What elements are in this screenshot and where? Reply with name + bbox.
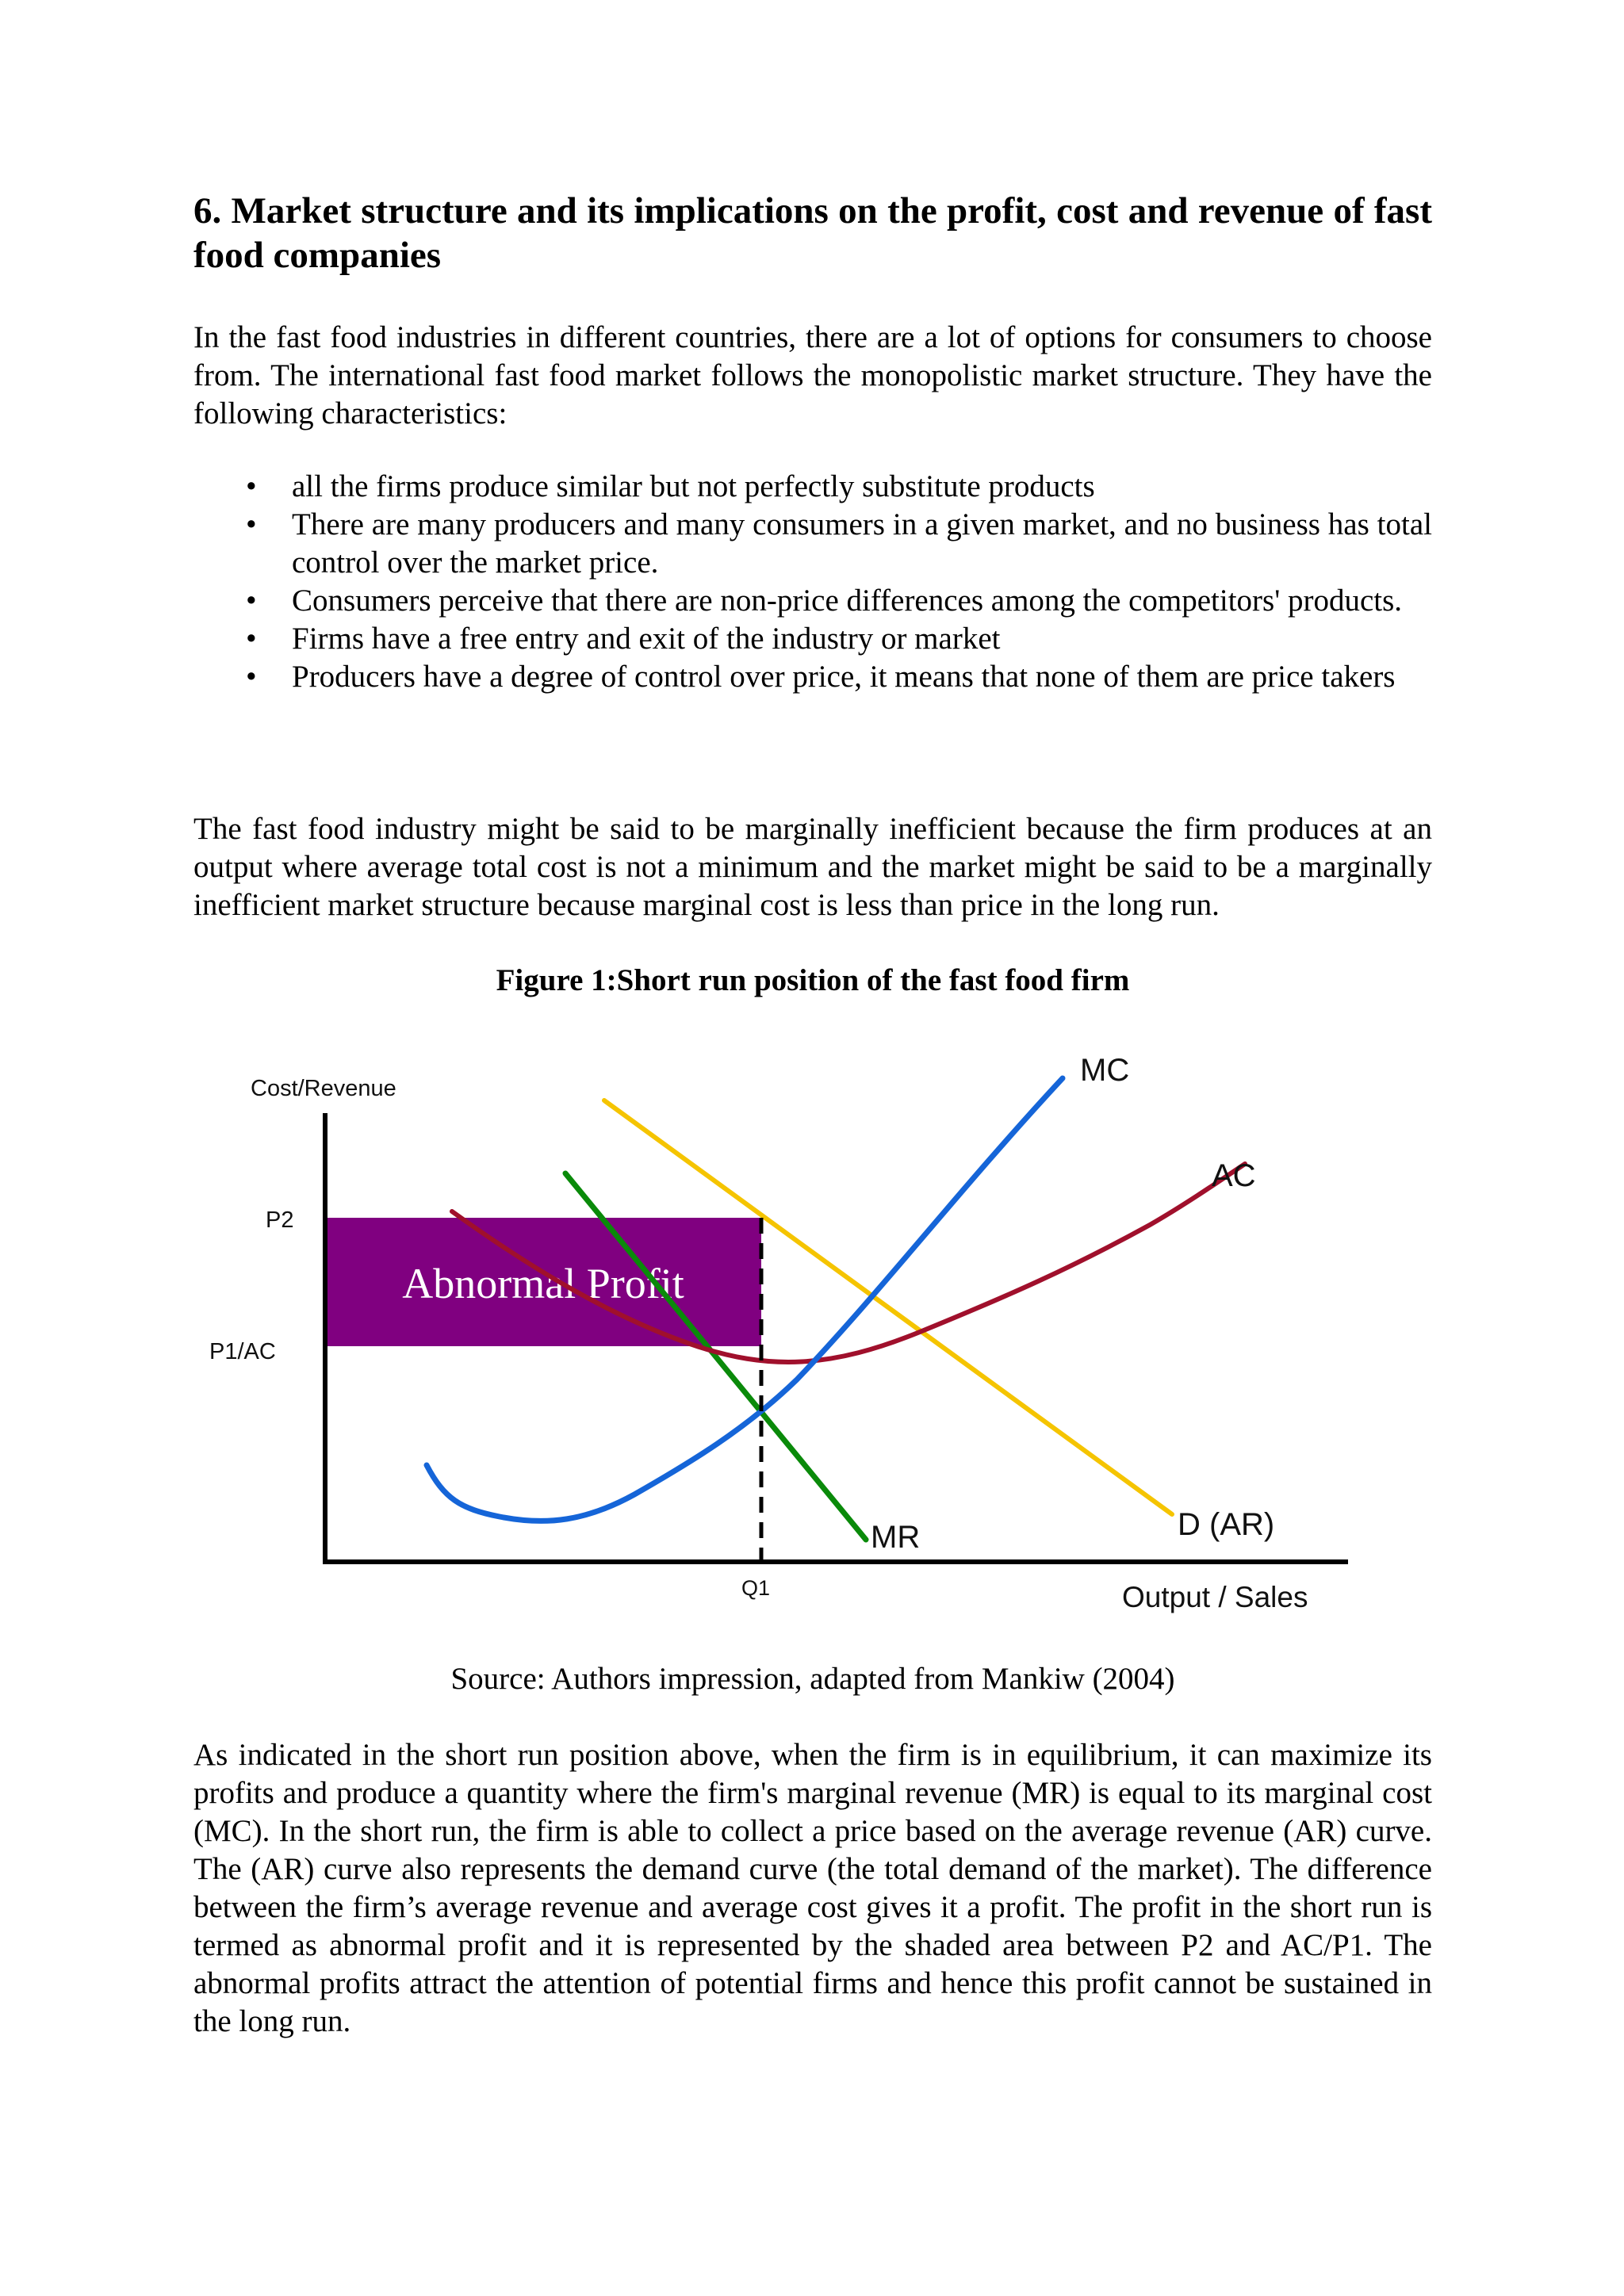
ac-label: AC [1212,1158,1256,1193]
short-run-chart [198,1031,1388,1641]
mr-label: MR [871,1520,921,1555]
list-item-text: Consumers perceive that there are non-price differences among the competitors' products. [292,584,1403,618]
abnormal-profit-label: Abnormal Profit [402,1260,684,1307]
equilibrium-paragraph: As indicated in the short run position above, when the firm is in equilibrium, it can maximize its profits and produce a quantity where the firm's marginal revenue (MR) is equal to its marginal cost (MC). In the short run, the firm is able to collect a price based on the average revenue (AR) curve. The (AR) curve also represents the demand curve (the total demand of the market). The difference between the firm’s average revenue and average cost gives it a profit. The profit in the short run is termed as abnormal profit and it is represented by the shaded area between P2 and AC/P1. The abnormal profits attract the attention of potential firms and hence this profit cannot be sustained in the long run. [193,1738,1432,2038]
bullet-icon: • [246,660,257,694]
list-item [193,468,1432,506]
y-tick-p1-ac: P1/AC [209,1339,276,1364]
y-tick-p2: P2 [266,1207,294,1233]
bullet-icon: • [246,507,257,541]
bullet-icon: • [246,469,257,503]
section-heading: 6. Market structure and its implications on the profit, cost and revenue of fast food companies [193,190,1432,276]
list-item [193,620,1432,658]
list-item [193,658,1432,696]
bullet-icon: • [246,584,257,618]
intro-paragraph: In the fast food industries in different countries, there are a lot of options for consumers to choose from. The international fast food market follows the monopolistic market structure. They have the following characteristics: [193,320,1432,430]
y-axis-label: Cost/Revenue [251,1076,396,1101]
list-item-text: There are many producers and many consumers in a given market, and no business has total control over the market price. [292,507,1432,580]
list-item-text: all the firms produce similar but not perfectly substitute products [292,469,1095,503]
x-tick-q1: Q1 [741,1576,771,1600]
mc-label: MC [1080,1053,1130,1088]
list-item-text: Firms have a free entry and exit of the industry or market [292,622,1001,656]
characteristics-list [193,468,1432,696]
list-item-text: Producers have a degree of control over price, it means that none of them are price takers [292,660,1396,694]
demand-label: D (AR) [1178,1507,1275,1542]
bullet-icon: • [246,622,257,656]
figure-source: Source: Authors impression, adapted from Mankiw (2004) [450,1662,1175,1696]
list-item [193,506,1432,582]
x-axis-label: Output / Sales [1122,1581,1308,1613]
figure-caption: Figure 1:Short run position of the fast food firm [496,963,1130,997]
efficiency-paragraph: The fast food industry might be said to be marginally inefficient because the firm produces at an output where average total cost is not a minimum and the market might be said to be a marginally inefficient market structure because marginal cost is less than price in the long run. [193,812,1432,922]
list-item [193,582,1432,620]
